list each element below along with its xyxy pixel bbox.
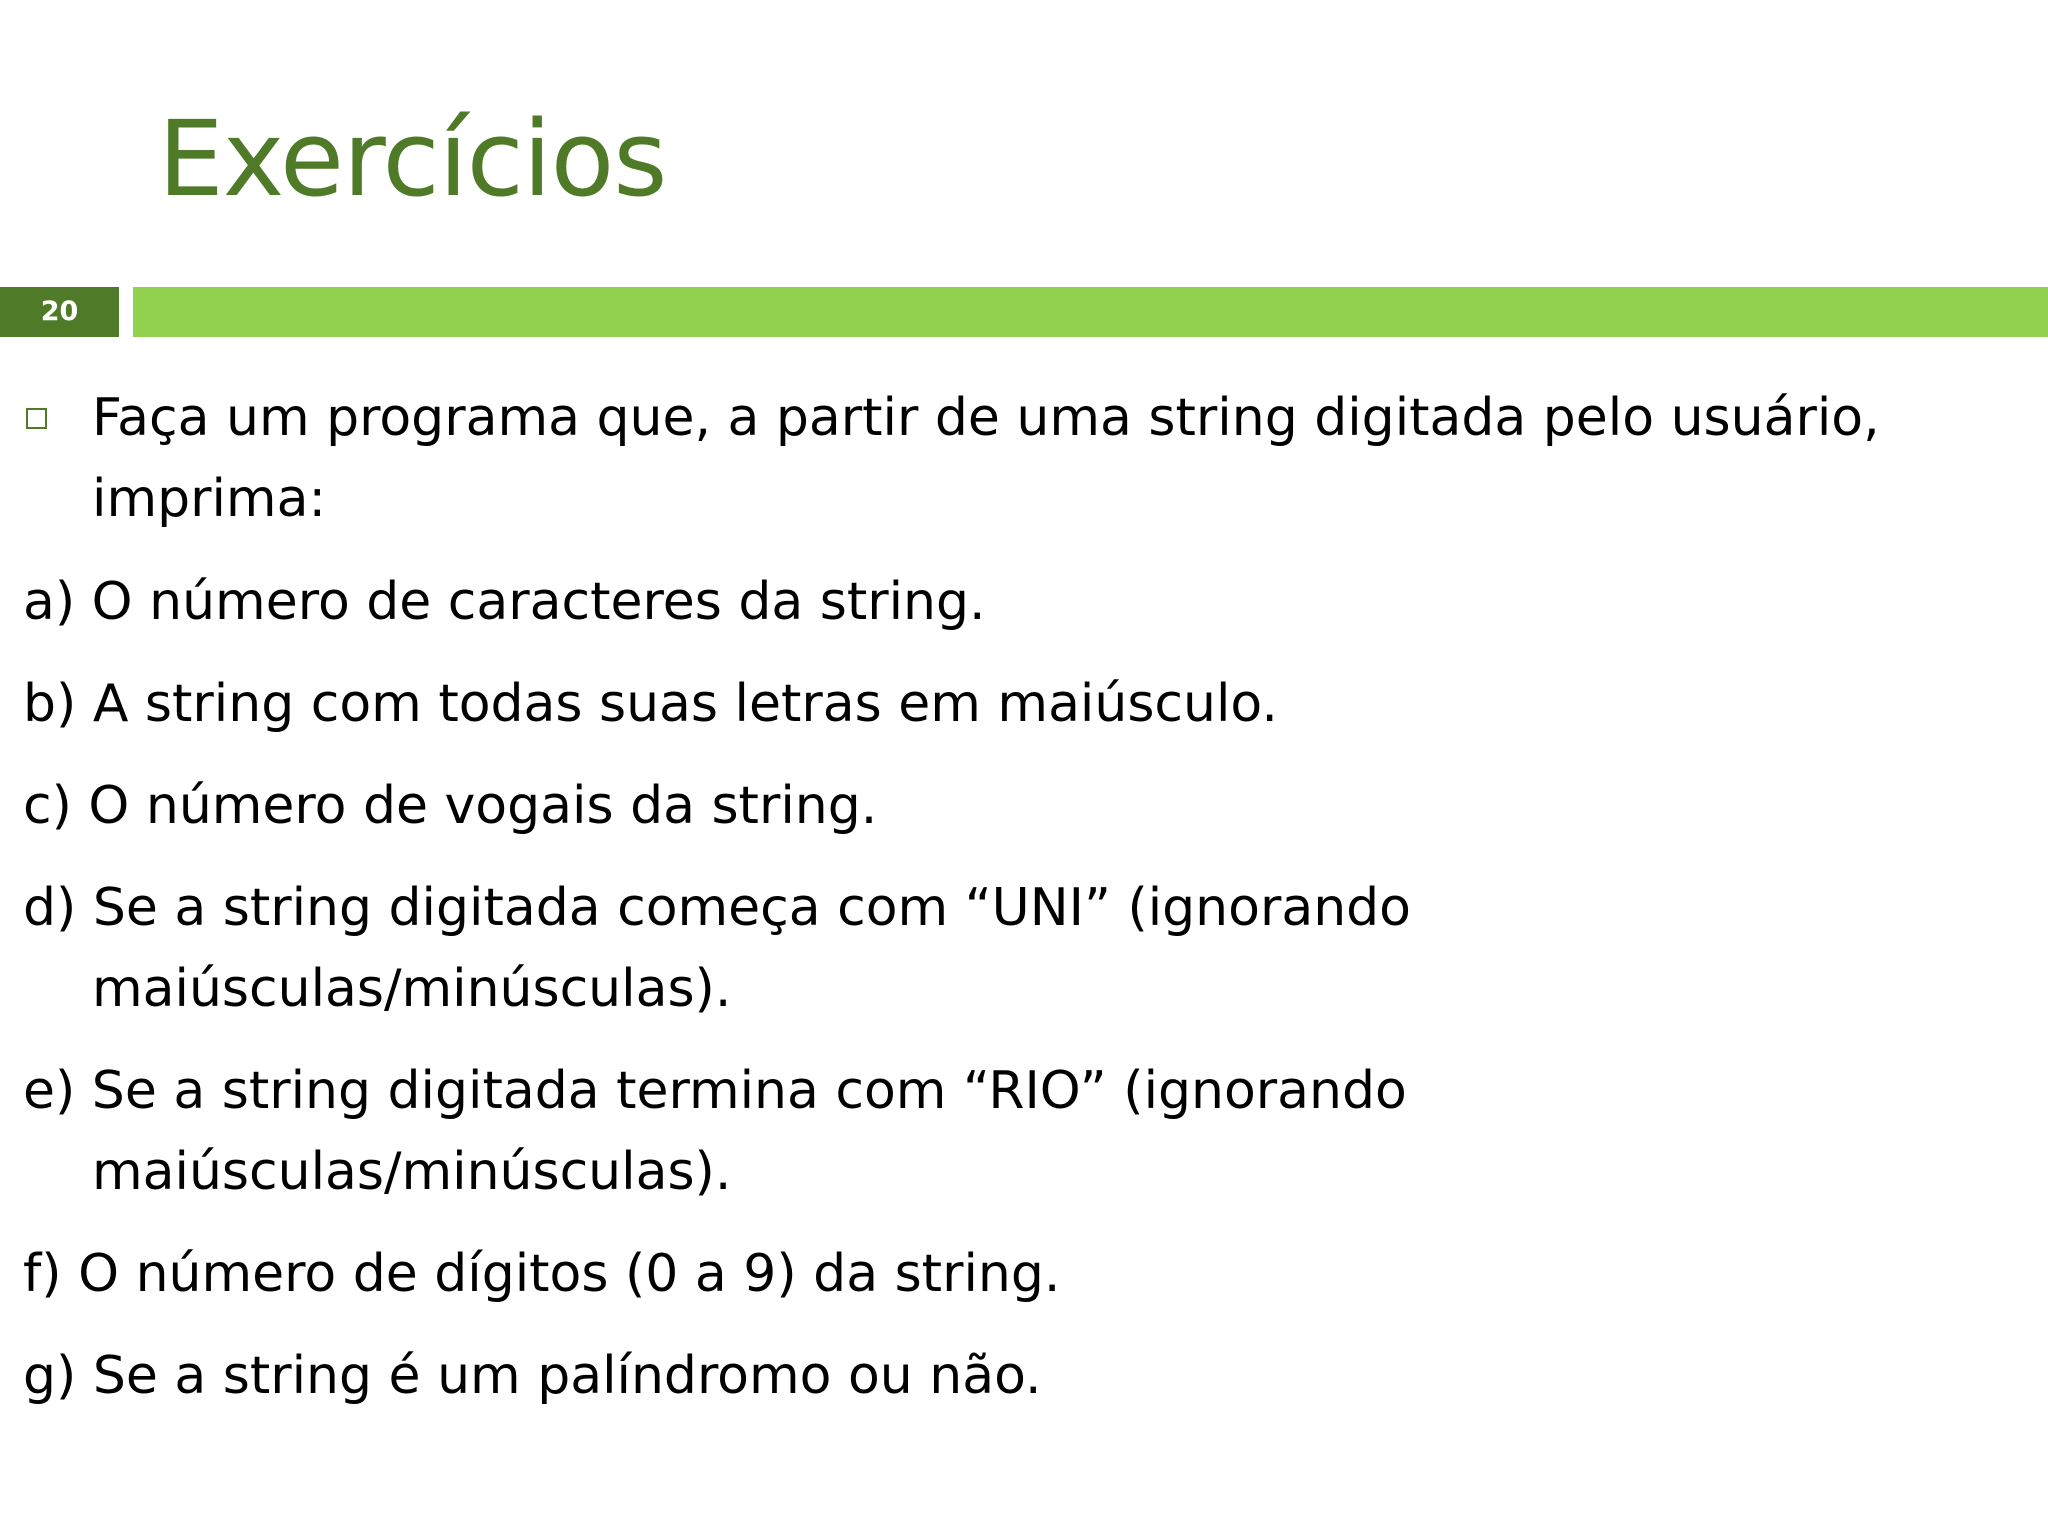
list-item-f [0, 1234, 1992, 1315]
slide-number: 20 [0, 287, 119, 337]
list-item-text: b) A string com todas suas letras em maiúsculo. [23, 674, 1278, 734]
bullet-text: Faça um programa que, a partir de uma string digitada pelo usuário, imprima: [92, 388, 1880, 529]
header-bar [133, 287, 2048, 337]
slide-title: Exercícios [158, 98, 667, 220]
list-item-g [0, 1336, 1992, 1417]
bullet-item [0, 378, 1992, 540]
list-item-b [0, 664, 1992, 745]
list-item-e [0, 1051, 1572, 1213]
list-item-text: d) Se a string digitada começa com “UNI” (ignorando maiúsculas/minúsculas). [23, 878, 1411, 1019]
list-item-text: a) O número de caracteres da string. [23, 572, 986, 632]
list-item-text: f) O número de dígitos (0 a 9) da string. [23, 1244, 1061, 1304]
list-item-c [0, 766, 1992, 847]
list-item-text: c) O número de vogais da string. [23, 776, 878, 836]
list-item-a [0, 562, 1992, 643]
slide-content [0, 378, 2048, 1438]
list-item-text: e) Se a string digitada termina com “RIO” (ignorando maiúsculas/minúsculas). [23, 1061, 1407, 1202]
list-item-d [0, 868, 1572, 1030]
list-item-text: g) Se a string é um palíndromo ou não. [23, 1346, 1042, 1406]
square-bullet-icon [26, 408, 47, 429]
